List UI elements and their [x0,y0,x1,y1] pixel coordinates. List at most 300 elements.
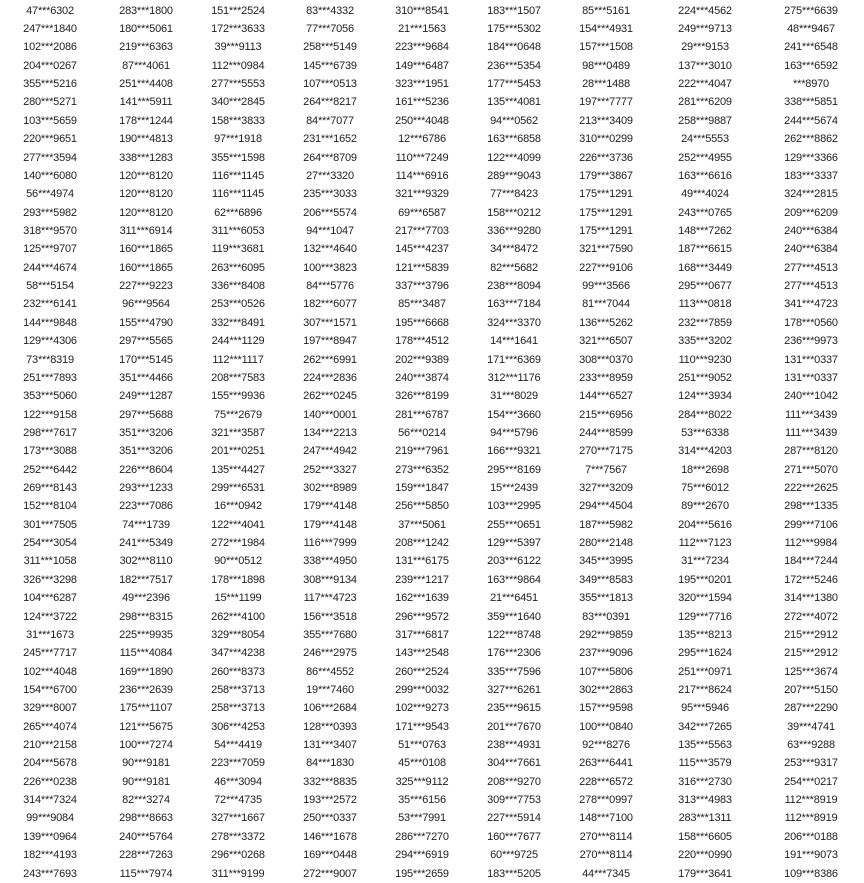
table-cell: 87***4061 [122,59,170,72]
table-cell: 262***4100 [211,610,265,623]
table-cell: 120***8120 [119,169,173,182]
table-cell: 351***3206 [119,445,173,458]
table-cell: 110***7249 [395,151,449,164]
table-cell: 226***0238 [23,775,77,788]
table-cell: 172***5246 [784,573,838,586]
table-cell: 270***7175 [579,445,633,458]
table-cell: 278***3372 [211,830,265,843]
table-cell: 151***2524 [211,4,265,17]
table-cell: 121***5675 [119,720,173,733]
table-cell: 134***2213 [303,426,357,439]
table-cell: 338***4950 [303,555,357,568]
table-cell: 260***8373 [211,665,265,678]
table-cell: 144***6527 [579,390,633,403]
table-cell: 232***7859 [678,316,732,329]
table-cell: 251***9052 [678,371,732,384]
table-cell: 280***2148 [579,537,633,550]
table-cell: 157***1508 [579,41,633,54]
table-cell: 206***5574 [303,206,357,219]
table-cell: 227***9223 [119,280,173,293]
table-cell: 122***8748 [487,628,541,641]
table-cell: 112***8919 [784,794,838,807]
table-cell: 201***0251 [211,445,265,458]
table-cell: 327***3209 [579,482,633,495]
table-cell: 187***5982 [579,518,633,531]
table-cell: 90***0512 [214,555,262,568]
table-cell: 336***8408 [211,280,265,293]
table-cell: 98***0489 [582,59,630,72]
table-cell: 203***6122 [487,555,541,568]
table-cell: 228***6572 [579,775,633,788]
table-cell: 262***8862 [784,133,838,146]
table-cell: 94***1047 [306,224,354,237]
table-cell: 314***4203 [678,445,732,458]
table-cell: 329***8054 [211,628,265,641]
table-cell: 27***3320 [306,169,354,182]
table-cell: 213***3409 [579,114,633,127]
table-cell: 316***2730 [678,775,732,788]
table-cell: 313***4983 [678,794,732,807]
table-cell: 34***8472 [490,243,538,256]
table-cell: 345***3995 [579,555,633,568]
table-cell: 132***4640 [303,243,357,256]
table-cell: 163***6592 [784,59,838,72]
table-cell: 355***1598 [211,151,265,164]
table-cell: 168***3449 [678,261,732,274]
table-cell: 321***3587 [211,426,265,439]
table-cell: 272***1984 [211,537,265,550]
table-cell: 124***3722 [23,610,77,623]
table-cell: 122***4099 [487,151,541,164]
table-cell: 182***6077 [303,298,357,311]
table-cell: 111***3439 [784,408,838,421]
table-cell: 115***4084 [119,647,173,660]
table-cell: 210***2158 [23,739,77,752]
table-cell: 240***1042 [784,390,838,403]
table-cell: 89***2670 [681,500,729,513]
table-cell: 161***5236 [395,96,449,109]
table-cell: 124***3934 [678,390,732,403]
table-cell: 74***1739 [122,518,170,531]
table-cell: 249***9713 [678,23,732,36]
table-cell: 115***3579 [678,757,732,770]
table-cell: 112***8919 [784,812,838,825]
table-cell: 201***7670 [487,720,541,733]
table-cell: 296***0268 [211,849,265,862]
table-cell: 277***4513 [784,280,838,293]
table-cell: 258***9887 [678,114,732,127]
table-cell: 129***7716 [678,610,732,623]
table-cell: 271***5070 [784,463,838,476]
table-cell: 190***4813 [119,133,173,146]
table-cell: 240***3874 [395,371,449,384]
table-cell: 60***9725 [490,849,538,862]
table-cell: 102***4048 [23,665,77,678]
table-cell: 140***6080 [23,169,77,182]
table-cell: 106***2684 [303,702,357,715]
table-cell: 37***5061 [398,518,446,531]
table-cell: 75***2679 [214,408,262,421]
table-cell: 18***2698 [681,463,729,476]
table-cell: 295***8169 [487,463,541,476]
table-cell: 311***6914 [119,224,173,237]
table-cell: 131***6175 [395,555,449,568]
table-cell: 100***7274 [119,739,173,752]
table-cell: 7***7567 [585,463,627,476]
table-cell: 183***1507 [487,4,541,17]
table-cell: 287***8120 [784,445,838,458]
table-cell: 287***2290 [784,702,838,715]
table-cell: 184***0648 [487,41,541,54]
table-cell: 355***5216 [23,78,77,91]
table-cell: 75***6012 [681,482,729,495]
table-cell: 120***8120 [119,206,173,219]
table-cell: 231***1652 [303,133,357,146]
table-cell: 139***0964 [23,830,77,843]
table-cell: 111***3439 [784,426,838,439]
table-cell: 299***7106 [784,518,838,531]
table-cell: 351***4466 [119,371,173,384]
table-cell: 326***3298 [23,573,77,586]
table-cell: 272***9007 [303,867,357,880]
table-cell: 46***3094 [214,775,262,788]
table-cell: 239***1217 [395,573,449,586]
table-cell: 215***6956 [579,408,633,421]
table-cell: 327***6261 [487,683,541,696]
table-cell: 324***2815 [784,188,838,201]
table-cell: 31***1673 [26,628,74,641]
table-cell: 224***4562 [678,4,732,17]
table-cell: 29***9153 [681,41,729,54]
table-cell: 145***6739 [303,59,357,72]
table-cell: 252***3327 [303,463,357,476]
table-cell: 176***2306 [487,647,541,660]
table-cell: 275***6639 [784,4,838,17]
table-cell: 270***8114 [579,830,633,843]
table-cell: 310***0299 [579,133,633,146]
table-cell: 94***0562 [490,114,538,127]
table-cell: 208***9270 [487,775,541,788]
table-cell: 152***8104 [23,500,77,513]
table-cell: 72***4735 [214,794,262,807]
table-cell: 129***5397 [487,537,541,550]
table-cell: 233***8959 [579,371,633,384]
table-cell: 238***8094 [487,280,541,293]
table-cell: 254***0217 [784,775,838,788]
table-cell: 251***7893 [23,371,77,384]
table-cell: 175***1291 [579,224,633,237]
table-cell: 298***8315 [119,610,173,623]
table-cell: 58***5154 [26,280,74,293]
table-cell: 258***5149 [303,41,357,54]
table-cell: 253***0526 [211,298,265,311]
table-cell: 336***9280 [487,224,541,237]
table-cell: 82***5682 [490,261,538,274]
table-cell: 255***0651 [487,518,541,531]
table-cell: 51***0763 [398,739,446,752]
table-cell: 243***7693 [23,867,77,880]
table-cell: 121***5839 [395,261,449,274]
table-cell: 125***3674 [784,665,838,678]
table-cell: 332***8491 [211,316,265,329]
table-cell: 148***7262 [678,224,732,237]
table-cell: 299***0032 [395,683,449,696]
table-cell: 99***9084 [26,812,74,825]
table-cell: 146***1678 [303,830,357,843]
table-cell: 311***6053 [211,224,265,237]
table-cell: 355***1813 [579,592,633,605]
table-cell: 129***4306 [23,335,77,348]
table-cell: 251***0971 [678,665,732,678]
table-cell: 81***7044 [582,298,630,311]
table-cell: 253***9317 [784,757,838,770]
table-cell: 158***6605 [678,830,732,843]
table-cell: 114***6916 [395,169,449,182]
table-cell: 297***5565 [119,335,173,348]
table-cell: 219***6363 [119,41,173,54]
table-cell: 154***3660 [487,408,541,421]
table-cell: 179***3641 [678,867,732,880]
table-cell: 215***2912 [784,628,838,641]
table-cell: 193***2572 [303,794,357,807]
table-cell: 122***9158 [23,408,77,421]
table-cell: 273***6352 [395,463,449,476]
table-cell: 136***5262 [579,316,633,329]
table-cell: 31***8029 [490,390,538,403]
table-cell: 263***6441 [579,757,633,770]
table-cell: 237***9096 [579,647,633,660]
table-cell: 135***4081 [487,96,541,109]
table-cell: 82***3274 [122,794,170,807]
table-cell: 107***0513 [303,78,357,91]
table-cell: 141***5911 [119,96,173,109]
table-cell: 16***0942 [214,500,262,513]
table-cell: 158***3833 [211,114,265,127]
table-cell: 289***9043 [487,169,541,182]
table-cell: 228***7263 [119,849,173,862]
table-cell: 241***5349 [119,537,173,550]
table-cell: 148***7100 [579,812,633,825]
table-cell: 97***1918 [214,133,262,146]
table-cell: 15***2439 [490,482,538,495]
table-cell: 326***8199 [395,390,449,403]
table-cell: 308***0370 [579,353,633,366]
table-cell: 117***4723 [303,592,357,605]
table-cell: 298***1335 [784,500,838,513]
table-cell: 342***7265 [678,720,732,733]
table-cell: 84***7077 [306,114,354,127]
table-cell: 337***3796 [395,280,449,293]
table-cell: 173***3088 [23,445,77,458]
table-cell: 297***5688 [119,408,173,421]
table-cell: 217***8624 [678,683,732,696]
table-cell: 240***6384 [784,224,838,237]
table-cell: 77***8423 [490,188,538,201]
table-cell: 45***0108 [398,757,446,770]
table-cell: 284***8022 [678,408,732,421]
table-cell: 197***8947 [303,335,357,348]
table-cell: 264***8709 [303,151,357,164]
table-cell: 49***2396 [122,592,170,605]
table-cell: 317***6817 [395,628,449,641]
table-cell: 159***1847 [395,482,449,495]
table-cell: 15***1199 [214,592,262,605]
table-cell: 116***1145 [211,188,265,201]
table-cell: 244***1129 [211,335,265,348]
table-cell: 351***3206 [119,426,173,439]
table-cell: 49***4024 [681,188,729,201]
table-cell: 182***7517 [119,573,173,586]
table-cell: 355***7680 [303,628,357,641]
table-cell: 56***4974 [26,188,74,201]
table-cell: 100***0840 [579,720,633,733]
table-cell: 244***4674 [23,261,77,274]
table-cell: 240***5764 [119,830,173,843]
table-cell: 187***6615 [678,243,732,256]
table-cell: ***8970 [793,78,829,91]
table-cell: 308***9134 [303,573,357,586]
table-cell: 47***6302 [26,4,74,17]
table-cell: 226***3736 [579,151,633,164]
table-cell: 131***0337 [784,371,838,384]
table-cell: 24***5553 [681,133,729,146]
table-cell: 338***1283 [119,151,173,164]
table-cell: 217***7703 [395,224,449,237]
table-cell: 155***9936 [211,390,265,403]
table-cell: 103***2995 [487,500,541,513]
table-cell: 94***5796 [490,426,538,439]
table-cell: 163***7184 [487,298,541,311]
table-cell: 292***9859 [579,628,633,641]
table-cell: 293***5982 [23,206,77,219]
table-cell: 310***8541 [395,4,449,17]
table-cell: 195***0201 [678,573,732,586]
table-cell: 209***6209 [784,206,838,219]
table-cell: 224***2836 [303,371,357,384]
table-cell: 249***1287 [119,390,173,403]
table-cell: 83***4332 [306,4,354,17]
table-cell: 171***6369 [487,353,541,366]
table-cell: 77***7056 [306,23,354,36]
table-cell: 102***9273 [395,702,449,715]
table-cell: 258***3713 [211,683,265,696]
table-cell: 295***0677 [678,280,732,293]
table-cell: 244***8599 [579,426,633,439]
table-cell: 191***9073 [784,849,838,862]
table-cell: 238***4931 [487,739,541,752]
table-cell: 294***4504 [579,500,633,513]
table-cell: 14***1641 [490,335,538,348]
table-cell: 278***0997 [579,794,633,807]
table-cell: 116***7999 [303,537,357,550]
table-cell: 327***1667 [211,812,265,825]
table-cell: 12***6786 [398,133,446,146]
table-cell: 197***7777 [579,96,633,109]
table-cell: 277***5553 [211,78,265,91]
table-cell: 306***4253 [211,720,265,733]
table-cell: 262***0245 [303,390,357,403]
table-cell: 162***1639 [395,592,449,605]
table-cell: 180***5061 [119,23,173,36]
table-cell: 63***9288 [787,739,835,752]
table-cell: 223***9684 [395,41,449,54]
table-cell: 226***8604 [119,463,173,476]
table-cell: 215***2912 [784,647,838,660]
table-cell: 341***4723 [784,298,838,311]
table-cell: 223***7086 [119,500,173,513]
table-cell: 135***8213 [678,628,732,641]
table-cell: 269***8143 [23,482,77,495]
table-cell: 252***4955 [678,151,732,164]
table-cell: 179***3867 [579,169,633,182]
table-cell: 294***6919 [395,849,449,862]
table-cell: 272***4072 [784,610,838,623]
table-cell: 320***1594 [678,592,732,605]
table-cell: 309***7753 [487,794,541,807]
table-cell: 35***6156 [398,794,446,807]
table-cell: 56***0214 [398,426,446,439]
table-cell: 169***1890 [119,665,173,678]
table-cell: 131***3407 [303,739,357,752]
table-cell: 140***0001 [303,408,357,421]
table-cell: 314***7324 [23,794,77,807]
table-cell: 220***9651 [23,133,77,146]
table-cell: 312***1176 [487,371,541,384]
table-cell: 236***5354 [487,59,541,72]
table-cell: 236***9973 [784,335,838,348]
table-cell: 240***6384 [784,243,838,256]
table-cell: 116***1145 [211,169,265,182]
table-cell: 175***5302 [487,23,541,36]
table-cell: 149***6487 [395,59,449,72]
table-cell: 332***8835 [303,775,357,788]
table-cell: 122***4041 [211,518,265,531]
table-cell: 307***1571 [303,316,357,329]
table-cell: 112***1117 [212,353,264,366]
table-cell: 340***2845 [211,96,265,109]
table-cell: 329***8007 [23,702,77,715]
table-cell: 311***9199 [211,867,265,880]
table-cell: 158***0212 [487,206,541,219]
table-cell: 154***4931 [579,23,633,36]
table-cell: 112***7123 [678,537,732,550]
table-cell: 178***0560 [784,316,838,329]
table-cell: 21***1563 [398,23,446,36]
table-cell: 241***6548 [784,41,838,54]
table-cell: 208***1242 [395,537,449,550]
table-cell: 112***9984 [784,537,838,550]
table-cell: 104***6287 [23,592,77,605]
table-cell: 178***1898 [211,573,265,586]
table-cell: 31***7234 [681,555,729,568]
table-cell: 335***3202 [678,335,732,348]
table-cell: 177***5453 [487,78,541,91]
table-cell: 359***1640 [487,610,541,623]
table-cell: 252***6442 [23,463,77,476]
table-cell: 160***7677 [487,830,541,843]
table-cell: 321***9329 [395,188,449,201]
table-cell: 246***2975 [303,647,357,660]
table-cell: 304***7661 [487,757,541,770]
table-cell: 244***5674 [784,114,838,127]
table-cell: 28***1488 [582,78,630,91]
table-cell: 39***4741 [787,720,835,733]
table-cell: 21***6451 [490,592,538,605]
table-cell: 204***0267 [23,59,77,72]
table-cell: 179***4148 [303,500,357,513]
table-cell: 236***2639 [119,683,173,696]
table-cell: 110***9230 [678,353,732,366]
